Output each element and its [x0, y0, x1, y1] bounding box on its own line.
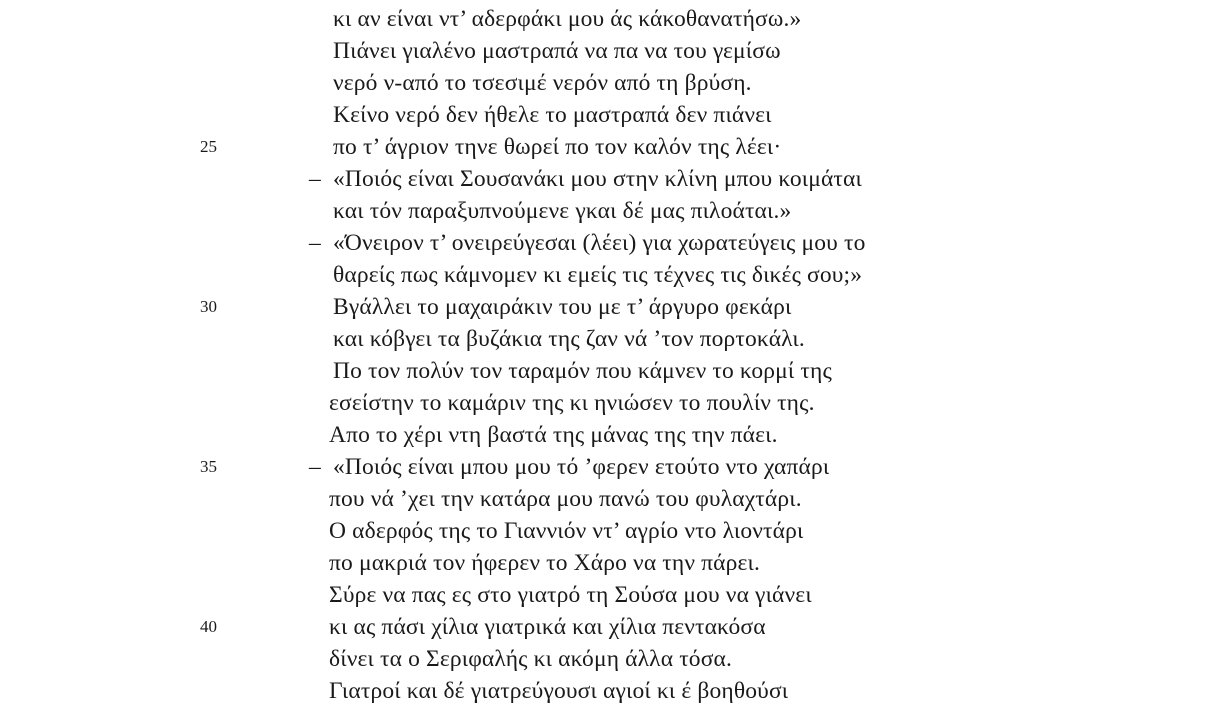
verse-line [0, 291, 1224, 323]
verse-text: και τόν παραξυπνούμενε γκαι δέ μας πιλοάται.» [333, 198, 792, 224]
verse-text: κι ας πάσι χίλια γιατρικά και χίλια πεντακόσα [329, 614, 766, 640]
verse-text: Πιάνει γιαλένο μαστραπά να πα να του γεμίσω [333, 38, 781, 64]
verse-line [0, 3, 1224, 35]
verse-text: Βγάλλει το μαχαιράκιν του με τ’ άργυρο φεκάρι [333, 294, 792, 320]
verse-line [0, 195, 1224, 227]
line-number: 40 [200, 617, 217, 636]
verse-line [0, 675, 1224, 707]
verse-text: «Όνειρον τ’ ονειρεύγεσαι (λέει) για χωρατεύγεις μου το [333, 230, 866, 256]
verse-text: «Ποιός είναι Σουσανάκι μου στην κλίνη μπου κοιμάται [333, 166, 862, 192]
verse-text: δίνει τα ο Σεριφαλής κι ακόμη άλλα τόσα. [329, 646, 732, 672]
verse-line [0, 611, 1224, 643]
verse-line [0, 387, 1224, 419]
verse-text: εσείστην το καμάριν της κι ηνιώσεν το πουλίν της. [329, 390, 815, 416]
verse-line [0, 259, 1224, 291]
verse-line [0, 419, 1224, 451]
verse-line [0, 227, 1224, 259]
verse-text: θαρείς πως κάμνομεν κι εμείς τις τέχνες τις δικές σου;» [333, 262, 863, 288]
verse-text: πο μακριά τον ήφερεν το Χάρο να την πάρει. [329, 550, 761, 576]
verse-text: Σύρε να πας ες στο γιατρό τη Σούσα μου να γιάνει [329, 582, 812, 608]
verse-line [0, 131, 1224, 163]
verse-text: Κείνο νερό δεν ήθελε το μαστραπά δεν πιάνει [333, 102, 772, 128]
verse-text: Ο αδερφός της το Γιαννιόν ντ’ αγρίο ντο λιοντάρι [329, 518, 804, 544]
verse-line [0, 515, 1224, 547]
verse-text: Γιατροί και δέ γιατρεύγουσι αγιοί κι έ βοηθούσι [329, 678, 789, 704]
verse-text: Απο το χέρι ντη βαστά της μάνας της την πάει. [329, 422, 778, 448]
verse-text: «Ποιός είναι μπου μου τό ’φερεν ετούτο ντο χαπάρι [333, 454, 830, 480]
verse-line [0, 643, 1224, 675]
line-number: 35 [200, 457, 217, 476]
verse-line [0, 451, 1224, 483]
verse-line [0, 483, 1224, 515]
verse-line [0, 99, 1224, 131]
verse-text: και κόβγει τα βυζάκια της ζαν νά ’τον πορτοκάλι. [333, 326, 805, 352]
verse-line [0, 547, 1224, 579]
verse-text: νερό ν-από το τσεσιμέ νερόν από τη βρύση. [333, 70, 752, 96]
verse-text: πο τ’ άγριον τηνε θωρεί πο τον καλόν της λέει· [333, 134, 782, 160]
dialogue-dash: – [309, 454, 321, 480]
dialogue-dash: – [309, 230, 321, 256]
line-number: 25 [200, 137, 217, 156]
verse-text: που νά ’χει την κατάρα μου πανώ του φυλαχτάρι. [329, 486, 802, 512]
verse-text: Πο τον πολύν τον ταραμόν που κάμνεν το κορμί της [333, 358, 832, 384]
verse-line [0, 579, 1224, 611]
verse-line [0, 163, 1224, 195]
verse-text: κι αν είναι ντ’ αδερφάκι μου άς κάκοθανατήσω.» [333, 6, 802, 32]
verse-line [0, 67, 1224, 99]
poem-page [0, 3, 1224, 707]
verse-line [0, 35, 1224, 67]
verse-line [0, 323, 1224, 355]
verse-line [0, 355, 1224, 387]
dialogue-dash: – [309, 166, 321, 192]
line-number: 30 [200, 297, 217, 316]
